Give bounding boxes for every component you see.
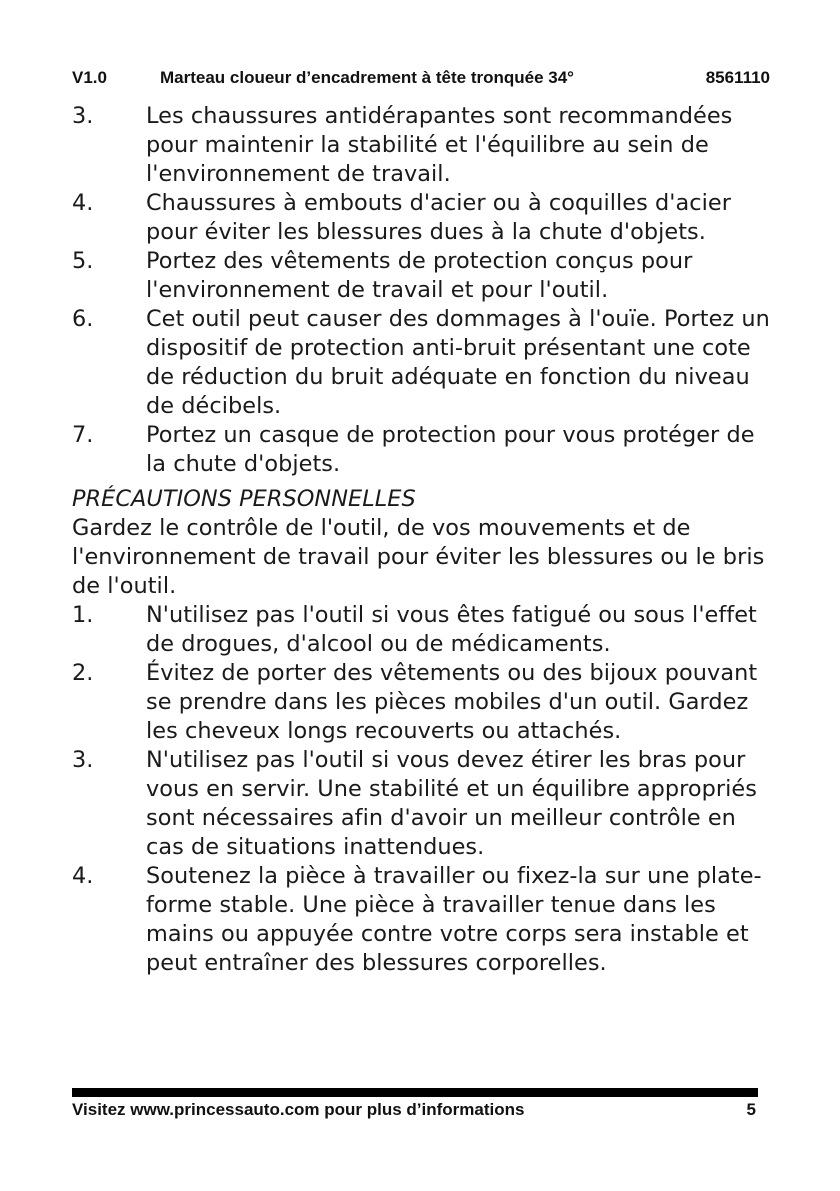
list-item-text: Évitez de porter des vêtements ou des bijoux pouvant se prendre dans les pièces mobiles d'un outil. Gardez les cheveux longs recouverts ou attachés. [146,660,758,744]
section-heading: PRÉCAUTIONS PERSONNELLES [72,486,416,512]
list-item-number: 7. [72,422,94,448]
list-item [72,746,772,862]
document-title: Marteau cloueur d’encadrement à tête tronquée 34° [160,68,574,87]
list-item [72,659,772,746]
list-item-text: Portez un casque de protection pour vous protéger de la chute d'objets. [146,422,755,477]
list-item-text: Chaussures à embouts d'acier ou à coquilles d'acier pour éviter les blessures dues à la chute d'objets. [146,190,731,245]
list-item-text: Portez des vêtements de protection conçus pour l'environnement de travail et pour l'outil. [146,248,693,303]
list-item [72,102,772,189]
list-item-number: 1. [72,602,94,628]
list-item [72,862,772,978]
section-intro: Gardez le contrôle de l'outil, de vos mouvements et de l'environnement de travail pour éviter les blessures ou le bris de l'outil. [72,515,765,599]
list-item-text: N'utilisez pas l'outil si vous êtes fatigué ou sous l'effet de drogues, d'alcool ou de médicaments. [146,602,757,657]
list-item-text: Soutenez la pièce à travailler ou fixez-la sur une plate-forme stable. Une pièce à travailler tenue dans les mains ou appuyée contre votre corps sera instable et peut entraîner des blessures corporelles. [146,863,762,976]
footer-divider [72,1088,758,1097]
list-item [72,421,772,479]
list-item-text: Les chaussures antidérapantes sont recommandées pour maintenir la stabilité et l'équilibre au sein de l'environnement de travail. [146,103,733,187]
document-version: V1.0 [72,68,107,87]
list-item [72,305,772,421]
list-item [72,189,772,247]
list-item [72,247,772,305]
safety-list-bottom [72,601,772,978]
safety-list-top [72,102,772,479]
list-item-number: 6. [72,306,94,332]
page-header [72,68,770,94]
list-item-number: 3. [72,747,94,773]
list-item-number: 4. [72,190,94,216]
page-number: 5 [746,1100,756,1119]
list-item-text: Cet outil peut causer des dommages à l'ouïe. Portez un dispositif de protection anti-bruit présentant une cote de réduction du bruit adéquate en fonction du niveau de décibels. [146,306,770,419]
list-item-text: N'utilisez pas l'outil si vous devez étirer les bras pour vous en servir. Une stabilité et un équilibre appropriés sont nécessaires afin d'avoir un meilleur contrôle en cas de situations inattendues. [146,747,757,860]
page-content [72,102,772,978]
footer-website-note: Visitez www.princessauto.com pour plus d’informations [72,1100,525,1119]
list-item-number: 4. [72,863,94,889]
product-code: 8561110 [705,68,770,87]
page-footer [72,1100,758,1124]
list-item-number: 2. [72,660,94,686]
list-item [72,601,772,659]
list-item-number: 3. [72,103,94,129]
list-item-number: 5. [72,248,94,274]
